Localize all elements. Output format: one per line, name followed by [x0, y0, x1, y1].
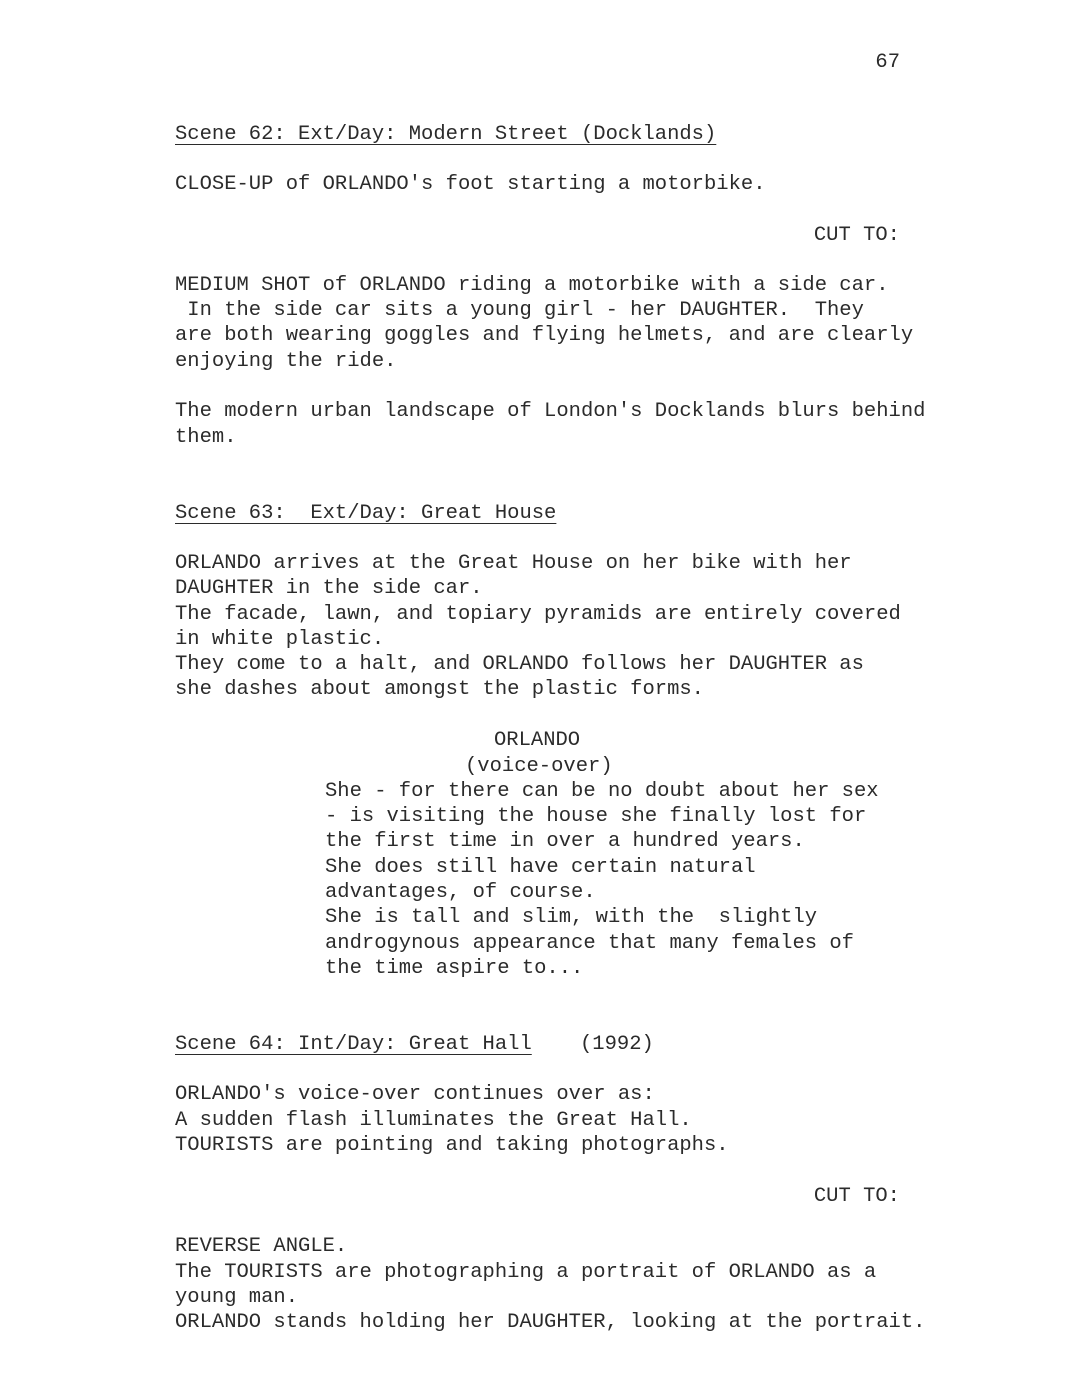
scene-62-action-2-line-3: are both wearing goggles and flying helmets, and are clearly: [175, 324, 914, 347]
scene-62-action-3-line-2: them.: [175, 426, 237, 449]
scene-64-action-2-line-1: REVERSE ANGLE.: [175, 1235, 348, 1258]
dialogue-line-8: the time aspire to...: [325, 957, 584, 980]
dialogue-line-5: advantages, of course.: [325, 881, 596, 904]
dialogue-line-1: She - for there can be no doubt about her sex: [325, 780, 879, 803]
scene-64-year: (1992): [580, 1033, 654, 1056]
scene-64-action-2-line-2: The TOURISTS are photographing a portrait of ORLANDO as a: [175, 1261, 877, 1284]
dialogue-line-3: the first time in over a hundred years.: [325, 830, 805, 853]
scene-63-action-line-1: ORLANDO arrives at the Great House on her bike with her: [175, 552, 852, 575]
dialogue-line-4: She does still have certain natural: [325, 856, 756, 879]
dialogue-line-7: androgynous appearance that many females of: [325, 932, 854, 955]
parenthetical: (voice-over): [465, 755, 613, 778]
scene-64-transition: CUT TO:: [813, 1185, 900, 1208]
scene-63-heading: Scene 63: Ext/Day: Great House: [175, 502, 557, 525]
dialogue-line-2: - is visiting the house she finally lost for: [325, 805, 867, 828]
scene-62-transition: CUT TO:: [813, 224, 900, 247]
scene-62-action-2-line-4: enjoying the ride.: [175, 350, 397, 373]
scene-62-action-2-line-1: MEDIUM SHOT of ORLANDO riding a motorbike with a side car.: [175, 274, 889, 297]
scene-62-action-2-line-2: In the side car sits a young girl - her DAUGHTER. They: [175, 299, 864, 322]
scene-64-action-2-line-4: ORLANDO stands holding her DAUGHTER, looking at the portrait.: [175, 1311, 926, 1334]
scene-63-action-line-3: The facade, lawn, and topiary pyramids are entirely covered: [175, 603, 901, 626]
scene-64-action-1-line-2: A sudden flash illuminates the Great Hall.: [175, 1109, 692, 1132]
scene-63-action-line-4: in white plastic.: [175, 628, 385, 651]
scene-62-action-1: CLOSE-UP of ORLANDO's foot starting a motorbike.: [175, 173, 766, 196]
scene-63-action-line-6: she dashes about amongst the plastic forms.: [175, 678, 704, 701]
scene-64-action-1-line-3: TOURISTS are pointing and taking photographs.: [175, 1134, 729, 1157]
character-name: ORLANDO: [494, 729, 581, 752]
page-number: 67: [875, 51, 900, 74]
scene-64-heading: Scene 64: Int/Day: Great Hall: [175, 1033, 532, 1056]
scene-63-action-line-5: They come to a halt, and ORLANDO follows her DAUGHTER as: [175, 653, 864, 676]
scene-63-action-line-2: DAUGHTER in the side car.: [175, 577, 483, 600]
scene-64-action-2-line-3: young man.: [175, 1286, 299, 1309]
scene-64-action-1-line-1: ORLANDO's voice-over continues over as:: [175, 1083, 655, 1106]
scene-62-action-3-line-1: The modern urban landscape of London's Docklands blurs behind: [175, 400, 926, 423]
dialogue-line-6: She is tall and slim, with the slightly: [325, 906, 818, 929]
scene-62-heading: Scene 62: Ext/Day: Modern Street (Docklands): [175, 123, 717, 146]
